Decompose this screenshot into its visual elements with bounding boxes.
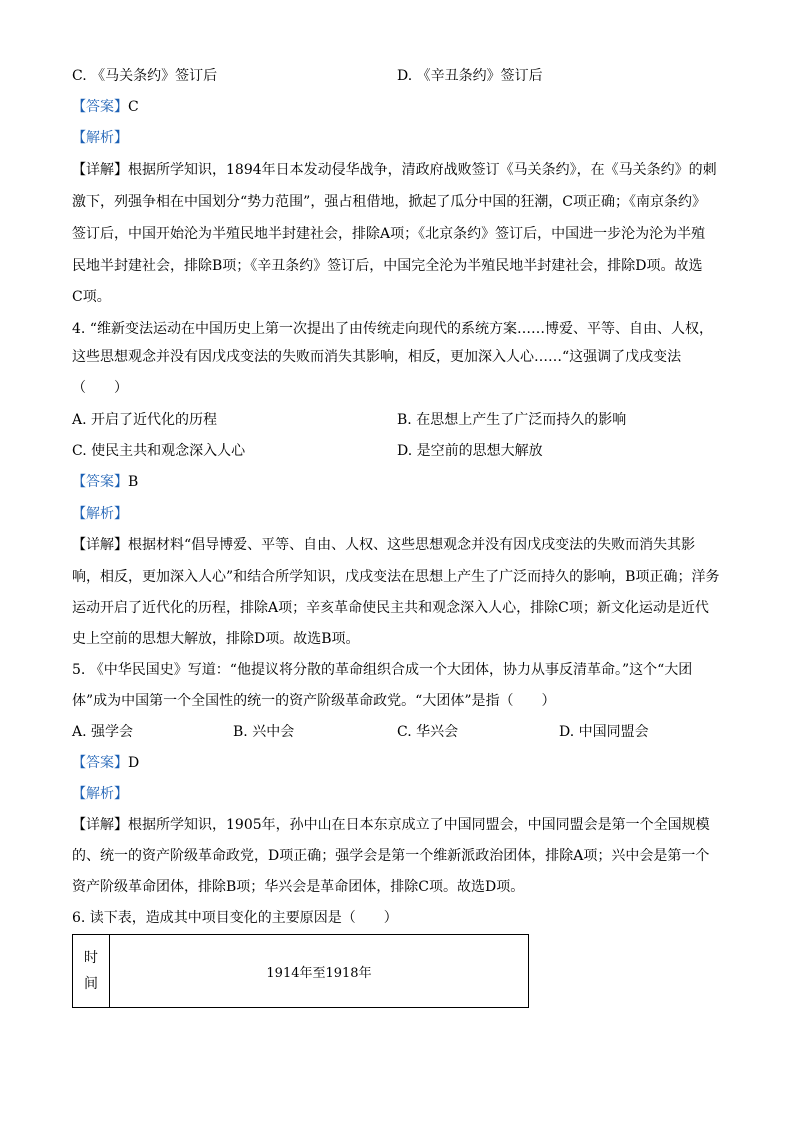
table-row <box>73 935 529 1008</box>
q5-option-c: C. 华兴会 <box>397 724 459 740</box>
q5-detail-line: 【详解】根据所学知识，1905年，孙中山在日本东京成立了中国同盟会，中国同盟会是第一个全国规模 <box>72 817 710 833</box>
q4-detail-line: 运动开启了近代化的历程，排除A项；辛亥革命使民主共和观念深入人心，排除C项；新文化运动是近代 <box>72 600 709 616</box>
q3-option-c: C. 《马关条约》签订后 <box>72 68 218 84</box>
q3-detail-line: 激下，列强争相在中国划分“势力范围”，强占租借地，掀起了瓜分中国的狂潮，C项正确；《南京条约》 <box>72 194 707 210</box>
header-char: 时 <box>84 950 98 966</box>
q4-detail-line: 【详解】根据材料“倡导博爱、平等、自由、人权、这些思想观念并没有因戊戌变法的失败而消失其影 <box>72 537 696 553</box>
answer-value: D <box>128 755 140 771</box>
q4-option-a: A. 开启了近代化的历程 <box>72 412 218 428</box>
q3-detail-line: 签订后，中国开始沦为半殖民地半封建社会，排除A项；《北京条约》签订后，中国进一步沦为沦为半殖 <box>72 226 706 242</box>
q5-option-a: A. 强学会 <box>72 724 134 740</box>
q4-option-d: D. 是空前的思想大解放 <box>397 443 543 459</box>
q3-detail-line: C项。 <box>72 289 111 305</box>
q3-answer <box>72 97 732 117</box>
q5-detail-line: 资产阶级革命团体，排除B项；华兴会是革命团体，排除C项。故选D项。 <box>72 879 525 895</box>
q5-detail-line: 的、统一的资产阶级革命政党，D项正确；强学会是第一个维新派政治团体，排除A项；兴中会是第一个 <box>72 848 710 864</box>
answer-value: C <box>128 99 139 115</box>
q4-stem-line: 4. “维新变法运动在中国历史上第一次提出了由传统走向现代的系统方案……博爱、平等、自由、人权， <box>72 321 713 337</box>
q5-answer <box>72 753 732 773</box>
header-char: 间 <box>84 976 98 992</box>
answer-tag: 【答案】 <box>72 474 128 490</box>
q3-detail-line: 【详解】根据所学知识，1894年日本发动侵华战争，清政府战败签订《马关条约》，在《马关条约》的刺 <box>72 162 717 178</box>
answer-tag: 【答案】 <box>72 99 128 115</box>
q4-answer <box>72 472 732 492</box>
q4-option-c: C. 使民主共和观念深入人心 <box>72 443 246 459</box>
q3-detail-line: 民地半封建社会，排除B项；《辛丑条约》签订后，中国完全沦为半殖民地半封建社会，排除D项。故选 <box>72 258 703 274</box>
q4-detail-line: 史上空前的思想大解放，排除D项。故选B项。 <box>72 631 360 647</box>
q5-option-d: D. 中国同盟会 <box>559 724 649 740</box>
q5-stem-line: 5. 《中华民国史》写道：“他提议将分散的革命组织合成一个大团体，协力从事反清革命。”这个“大团 <box>72 662 693 678</box>
q3-analysis-tag: 【解析】 <box>72 130 128 146</box>
table-value-cell: 1914年至1918年 <box>110 935 529 1008</box>
answer-value: B <box>128 474 139 490</box>
q4-option-b: B. 在思想上产生了广泛而持久的影响 <box>397 412 627 428</box>
answer-tag: 【答案】 <box>72 755 128 771</box>
q4-analysis-tag: 【解析】 <box>72 506 128 522</box>
q5-option-b: B. 兴中会 <box>233 724 295 740</box>
q4-stem-line: （ ） <box>72 380 128 396</box>
q4-stem-line: 这些思想观念并没有因戊戌变法的失败而消失其影响，相反，更加深入人心……“这强调了戊戌变法 <box>72 349 682 365</box>
q4-detail-line: 响，相反，更加深入人心”和结合所学知识，戊戌变法在思想上产生了广泛而持久的影响，B项正确；洋务 <box>72 569 720 585</box>
q6-stem: 6. 读下表，造成其中项目变化的主要原因是（ ） <box>72 910 398 926</box>
q6-table <box>72 934 529 1008</box>
q5-analysis-tag: 【解析】 <box>72 786 128 802</box>
table-header-cell <box>73 935 110 1008</box>
q3-option-d: D. 《辛丑条约》签订后 <box>397 68 543 84</box>
q5-stem-line: 体”成为中国第一个全国性的统一的资产阶级革命政党。“大团体”是指（ ） <box>72 693 556 709</box>
